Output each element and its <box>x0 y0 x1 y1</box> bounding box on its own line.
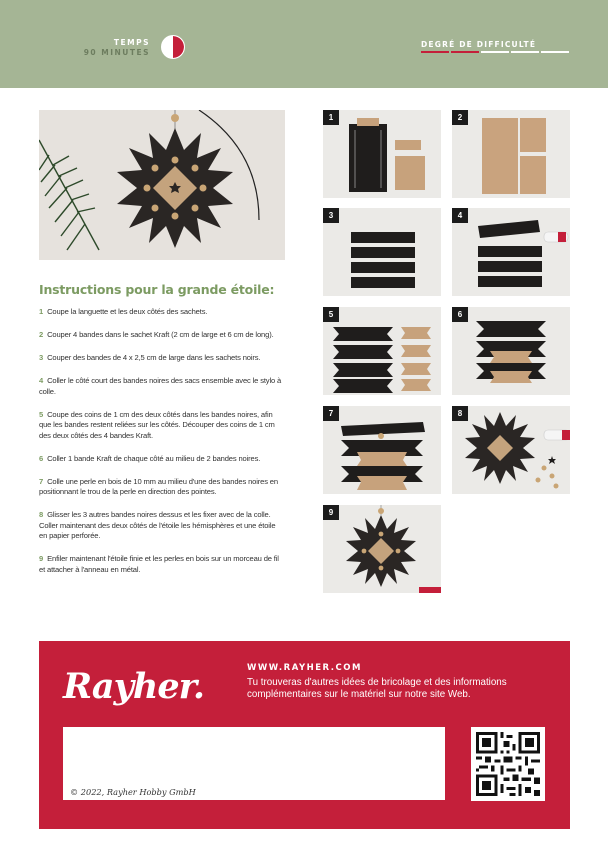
instruction-steps <box>39 307 285 588</box>
step-number: 3 <box>39 352 44 362</box>
step-badge: 7 <box>323 406 339 421</box>
time-block <box>84 38 150 58</box>
step-number: 4 <box>39 375 44 385</box>
instruction-step <box>39 376 285 397</box>
step-number: 8 <box>39 510 44 520</box>
finished-star-photo <box>39 110 285 260</box>
step-photo-4 <box>452 208 570 296</box>
step-photo-2 <box>452 110 570 198</box>
header-band <box>0 0 608 88</box>
step-text: Couper 4 bandes dans le sachet Kraft (2 cm de large et 6 cm de long). <box>47 329 274 339</box>
instruction-step <box>39 307 285 318</box>
difficulty-label: DEGRÉ DE DIFFICULTÉ <box>421 40 537 49</box>
instruction-step <box>39 510 285 542</box>
step-text: Couper des bandes de 4 x 2,5 cm de large dans les sachets noirs. <box>47 352 261 362</box>
difficulty-bar <box>481 51 509 53</box>
step-text: Colle une perle en bois de 10 mm au milieu d'une des bandes noires en positionnant le trou de la perle en direction des pointes. <box>39 476 278 497</box>
step-text: Coupe la languette et les deux côtés des sachets. <box>47 307 208 316</box>
step-photo-8 <box>452 406 570 494</box>
instruction-step <box>39 554 285 575</box>
rayher-logo: Rayher. <box>63 666 205 707</box>
step-number: 5 <box>39 409 44 419</box>
qr-code-icon[interactable] <box>471 727 545 801</box>
step-badge: 5 <box>323 307 339 322</box>
step-photo-3 <box>323 208 441 296</box>
step-number: 6 <box>39 453 44 463</box>
step-text: Coller 1 bande Kraft de chaque côté au milieu de 2 bandes noires. <box>47 453 261 463</box>
step-photo-6 <box>452 307 570 395</box>
difficulty-bar <box>421 51 449 53</box>
step-text: Coupe des coins de 1 cm des deux côtés dans les bandes noires, afin que les bandes restent reliées sur les côtés. Découper des coins de 1 cm des deux côtés des 4 bandes Kraft. <box>39 409 275 440</box>
step-photo-9 <box>323 505 441 593</box>
footer-description: Tu trouveras d'autres idées de bricolage et des informations complémentaires sur le matériel sur notre site Web. <box>247 677 507 700</box>
website-link[interactable]: WWW.RAYHER.COM <box>247 663 362 673</box>
clock-icon <box>161 35 185 59</box>
step-badge: 3 <box>323 208 339 223</box>
step-photo-1 <box>323 110 441 198</box>
step-number: 7 <box>39 476 44 486</box>
step-text: Enfiler maintenant l'étoile finie et les perles en bois sur un morceau de fil et attacher à l'anneau en métal. <box>39 554 279 575</box>
instruction-step <box>39 330 285 341</box>
footer-panel <box>39 641 570 829</box>
step-badge: 6 <box>452 307 468 322</box>
step-number: 9 <box>39 554 44 564</box>
instruction-step <box>39 454 285 465</box>
difficulty-bar <box>541 51 569 53</box>
time-label: TEMPS <box>113 38 150 47</box>
instruction-step <box>39 410 285 442</box>
step-number: 2 <box>39 329 44 339</box>
step-badge: 9 <box>323 505 339 520</box>
difficulty-meter <box>421 51 569 53</box>
instruction-step <box>39 477 285 498</box>
time-value: 90 MINUTES <box>83 48 150 57</box>
copyright-text: © 2022, Rayher Hobby GmbH <box>70 787 196 797</box>
step-badge: 2 <box>452 110 468 125</box>
instructions-title: Instructions pour la grande étoile: <box>39 282 275 297</box>
step-badge: 4 <box>452 208 468 223</box>
step-badge: 8 <box>452 406 468 421</box>
difficulty-bar <box>451 51 479 53</box>
step-text: Glisser les 3 autres bandes noires dessus et les fixer avec de la colle. Coller maintenant des deux côtés de l'étoile les hémisphères et une étoile en papier perforée. <box>39 510 276 541</box>
instruction-step <box>39 353 285 364</box>
step-badge: 1 <box>323 110 339 125</box>
step-number: 1 <box>39 307 44 316</box>
step-photo-7 <box>323 406 441 494</box>
step-photo-5 <box>323 307 441 395</box>
difficulty-bar <box>511 51 539 53</box>
step-text: Coller le côté court des bandes noires des sacs ensemble avec le stylo à colle. <box>39 375 282 396</box>
